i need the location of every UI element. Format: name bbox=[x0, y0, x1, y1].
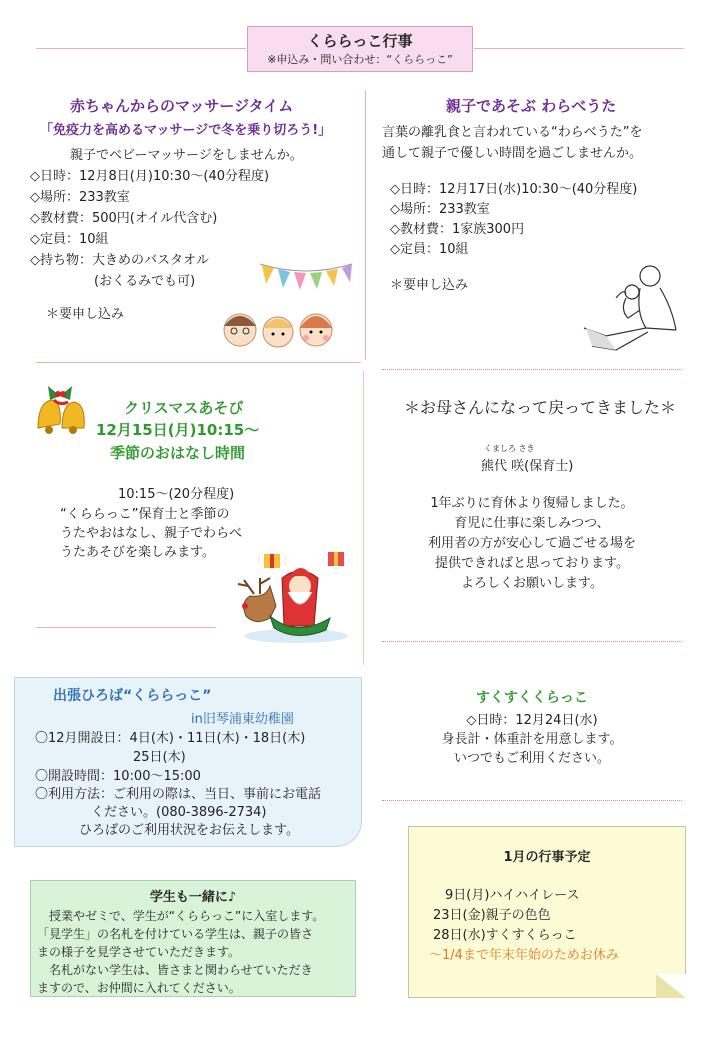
divider-vertical-top bbox=[365, 90, 366, 360]
children-faces-icon bbox=[218, 300, 338, 352]
hiroba-place: in旧琴浦東幼稚園 bbox=[191, 712, 294, 727]
divider-right-3 bbox=[382, 800, 682, 801]
massage-catch: 「免疫力を高めるマッサージで冬を乗り切ろう!」 bbox=[40, 123, 332, 138]
sukusuku-line: ◇日時：12月24日(水) bbox=[466, 713, 598, 728]
hiroba-line: 〇12月開設日：4日(木)・11日(木)・18日(木) bbox=[35, 731, 306, 746]
hiroba-line: 25日(木) bbox=[133, 750, 186, 765]
return-name: 熊代 咲(保育士) bbox=[481, 459, 574, 474]
header-title-box bbox=[247, 26, 473, 72]
christmas-subtitle: 季節のおはなし時間 bbox=[110, 444, 246, 462]
christmas-line: うたあそびを楽しみます。 bbox=[60, 545, 215, 560]
warabe-line: ◇日時：12月17日(水)10:30～(40分程度) bbox=[390, 182, 638, 197]
christmas-bells-icon bbox=[28, 380, 94, 438]
return-ruby: くましろ さき bbox=[484, 444, 535, 453]
return-line: 利用者の方が安心して過ごせる場を bbox=[427, 536, 636, 551]
hiroba-line: 〇利用方法：ご利用の際は、当日、事前にお電話 bbox=[35, 787, 322, 802]
divider-right-1 bbox=[382, 369, 682, 370]
divider-right-2 bbox=[382, 641, 682, 642]
christmas-line: うたやおはなし、親子でわらべ bbox=[60, 526, 243, 541]
warabe-title: 親子であそぶ わらべうた bbox=[446, 97, 617, 115]
divider-left-2 bbox=[36, 627, 216, 628]
christmas-line: “くららっこ”保育士と季節の bbox=[60, 507, 230, 522]
warabe-line: ◇場所：233教室 bbox=[390, 202, 490, 217]
divider-left-1 bbox=[36, 362, 361, 363]
christmas-title: クリスマスあそび bbox=[124, 399, 244, 417]
return-line: 育児に仕事に楽しみつつ、 bbox=[454, 516, 610, 531]
warabe-intro: 言葉の離乳食と言われている“わらべうた”を bbox=[382, 125, 643, 140]
sukusuku-title: すくすくくらっこ bbox=[476, 690, 588, 706]
massage-line: (おくるみでも可) bbox=[94, 274, 196, 289]
hiroba-line: ひろばのご利用状況をお伝えします。 bbox=[79, 823, 299, 838]
warabe-intro: 通して親子で優しい時間を過ごしませんか。 bbox=[382, 146, 643, 161]
students-line: 名札がない学生は、皆さまと関わらせていただき bbox=[49, 963, 313, 977]
massage-line: ◇場所：233教室 bbox=[30, 190, 130, 205]
students-line: ますので、お仲間に入れてください。 bbox=[37, 981, 241, 995]
header-rule-right bbox=[474, 48, 684, 49]
hiroba-line: 〇開設時間：10:00～15:00 bbox=[35, 769, 201, 784]
santa-reindeer-icon bbox=[230, 546, 354, 646]
january-line: 9日(月)ハイハイレース bbox=[445, 888, 580, 903]
massage-line: ◇定員：10組 bbox=[30, 232, 109, 247]
students-title: 学生も一緒に♪ bbox=[149, 890, 237, 905]
massage-title: 赤ちゃんからのマッサージタイム bbox=[70, 97, 294, 115]
christmas-line: 10:15～(20分程度) bbox=[118, 487, 235, 502]
hiroba-box bbox=[14, 677, 362, 847]
return-line: 1年ぶりに育休より復帰しました。 bbox=[430, 496, 634, 511]
header-rule-left bbox=[36, 48, 246, 49]
massage-line: ◇日時：12月8日(月)10:30～(40分程度) bbox=[30, 169, 270, 184]
massage-line: ◇教材費：500円(オイル代含む) bbox=[30, 211, 218, 226]
sukusuku-line: いつでもご利用ください。 bbox=[453, 751, 610, 766]
warabe-note: ＊要申し込み bbox=[390, 278, 469, 293]
father-child-icon bbox=[576, 258, 688, 354]
warabe-line: ◇定員：10組 bbox=[390, 242, 469, 257]
warabe-line: ◇教材費：1家族300円 bbox=[390, 222, 525, 237]
page-title: くららっこ行事 bbox=[307, 32, 413, 50]
students-box bbox=[30, 880, 356, 997]
return-title: ＊お母さんになって戻ってきました＊ bbox=[404, 398, 677, 417]
sukusuku-body bbox=[382, 711, 682, 768]
january-box bbox=[408, 826, 686, 998]
hiroba-title: 出張ひろば“くららっこ” bbox=[53, 688, 212, 704]
return-line: よろしくお願いします。 bbox=[461, 576, 603, 591]
students-line: 授業やゼミで、学生が“くららっこ”に入室します。 bbox=[49, 909, 325, 923]
divider-vertical-middle bbox=[363, 370, 364, 665]
page-curl bbox=[656, 974, 686, 998]
massage-note: ＊要申し込み bbox=[46, 307, 125, 322]
january-holiday: ～1/4まで年末年始のためお休み bbox=[429, 948, 619, 963]
sukusuku-line: 身長計・体重計を用意します。 bbox=[441, 732, 623, 747]
bunting-icon bbox=[258, 258, 354, 298]
page-subtitle: ※申込み・問い合わせ：“くららっこ” bbox=[267, 53, 453, 66]
christmas-date: 12月15日(月)10:15～ bbox=[96, 421, 260, 439]
january-line: 28日(水)すくすくらっこ bbox=[433, 928, 577, 943]
january-line: 23日(金)親子の色色 bbox=[433, 908, 551, 923]
hiroba-line: ください。(080-3896-2734) bbox=[91, 805, 267, 820]
students-line: まの様子を見学させていただきます。 bbox=[37, 945, 241, 959]
return-line: 提供できればと思っております。 bbox=[435, 556, 629, 571]
return-message bbox=[382, 494, 682, 594]
students-line: 「見学生」の名札を付けている学生は、親子の皆さ bbox=[37, 927, 314, 941]
massage-line: 親子でベビーマッサージをしませんか。 bbox=[70, 148, 303, 163]
january-title: 1月の行事予定 bbox=[503, 850, 591, 865]
massage-line: ◇持ち物：大きめのバスタオル bbox=[30, 253, 209, 268]
